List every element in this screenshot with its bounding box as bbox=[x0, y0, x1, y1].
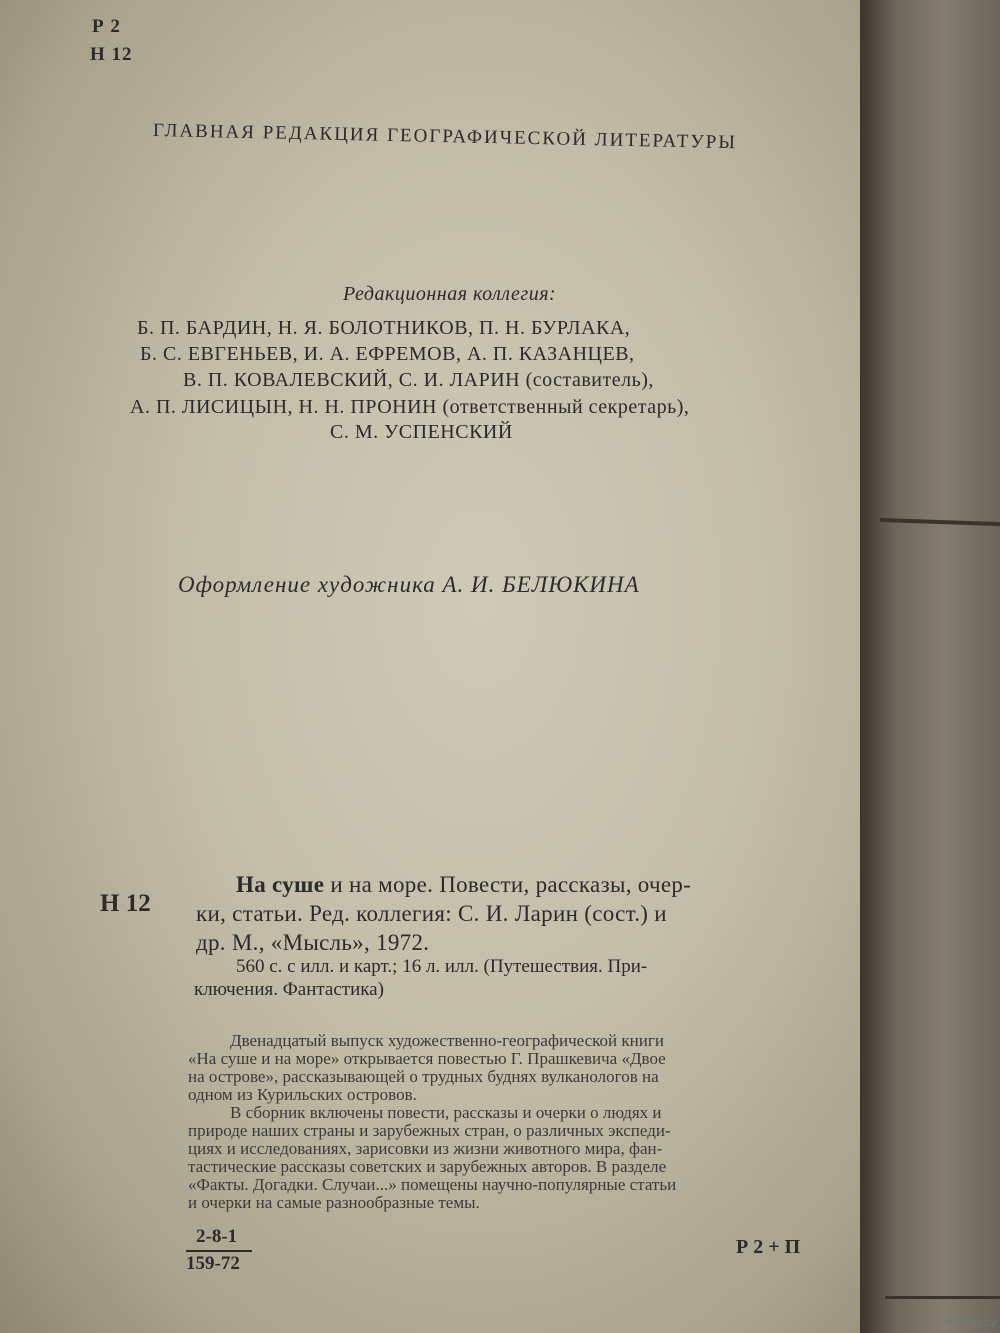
catalog-entry-line3: др. М., «Мысль», 1972. bbox=[196, 930, 430, 955]
fraction-bottom: 159-72 bbox=[186, 1253, 240, 1274]
annotation-line: и очерки на самые разнообразные темы. bbox=[188, 1193, 480, 1212]
annotation-line: на острове», рассказывающей о трудных буднях вулканологов на bbox=[188, 1067, 659, 1086]
annotation-line: Двенадцатый выпуск художественно-географической книги bbox=[230, 1031, 664, 1050]
board-line: А. П. ЛИСИЦЫН, Н. Н. ПРОНИН (ответственный секретарь), bbox=[130, 396, 690, 418]
catalog-desc-line2: ключения. Фантастика) bbox=[194, 979, 384, 1000]
publisher-heading: ГЛАВНАЯ РЕДАКЦИЯ ГЕОГРАФИЧЕСКОЙ ЛИТЕРАТУРЫ bbox=[152, 120, 738, 154]
annotation-line: тастические рассказы советских и зарубежных авторов. В разделе bbox=[188, 1157, 667, 1176]
fraction-divider bbox=[186, 1250, 252, 1252]
annotation-line: В сборник включены повести, рассказы и очерки о людях и bbox=[230, 1103, 662, 1122]
catalog-entry-line1 bbox=[236, 872, 691, 898]
catalog-entry-line2: ки, статьи. Ред. коллегия: С. И. Ларин (сост.) и bbox=[196, 901, 667, 926]
page-edge-line bbox=[885, 1296, 1000, 1299]
catalog-code: Н 12 bbox=[100, 890, 151, 917]
right-code: Р 2 + П bbox=[736, 1236, 801, 1258]
top-code-r2: Р 2 bbox=[92, 16, 121, 37]
annotation-line: «На суше и на море» открывается повестью Г. Прашкевича «Двое bbox=[188, 1049, 666, 1068]
adjacent-page-edge bbox=[860, 0, 1000, 1333]
catalog-entry-rest: и на море. Повести, рассказы, очер- bbox=[324, 872, 692, 897]
board-line: С. М. УСПЕНСКИЙ bbox=[330, 421, 513, 443]
board-title: Редакционная коллегия: bbox=[343, 283, 557, 305]
design-credit: Оформление художника А. И. БЕЛЮКИНА bbox=[178, 572, 640, 597]
annotation-line: природе наших страны и зарубежных стран, о различных экспеди- bbox=[188, 1121, 671, 1140]
top-code-n12: Н 12 bbox=[90, 44, 133, 65]
page-edge-line bbox=[880, 518, 1000, 526]
watermark: www.ay.by bbox=[944, 1317, 996, 1329]
annotation-line: «Факты. Догадки. Случаи...» помещены научно-популярные статьи bbox=[188, 1175, 677, 1194]
catalog-desc-line1: 560 с. с илл. и карт.; 16 л. илл. (Путешествия. При- bbox=[236, 956, 648, 977]
annotation-line: циях и исследованиях, зарисовки из жизни животного мира, фан- bbox=[188, 1139, 663, 1158]
catalog-entry-title: На суше bbox=[236, 872, 325, 897]
board-line: В. П. КОВАЛЕВСКИЙ, С. И. ЛАРИН (составитель), bbox=[183, 369, 654, 391]
board-line: Б. С. ЕВГЕНЬЕВ, И. А. ЕФРЕМОВ, А. П. КАЗАНЦЕВ, bbox=[140, 343, 635, 365]
annotation-line: одном из Курильских островов. bbox=[188, 1085, 417, 1104]
board-line: Б. П. БАРДИН, Н. Я. БОЛОТНИКОВ, П. Н. БУРЛАКА, bbox=[137, 317, 631, 339]
fraction-top: 2-8-1 bbox=[196, 1226, 238, 1247]
